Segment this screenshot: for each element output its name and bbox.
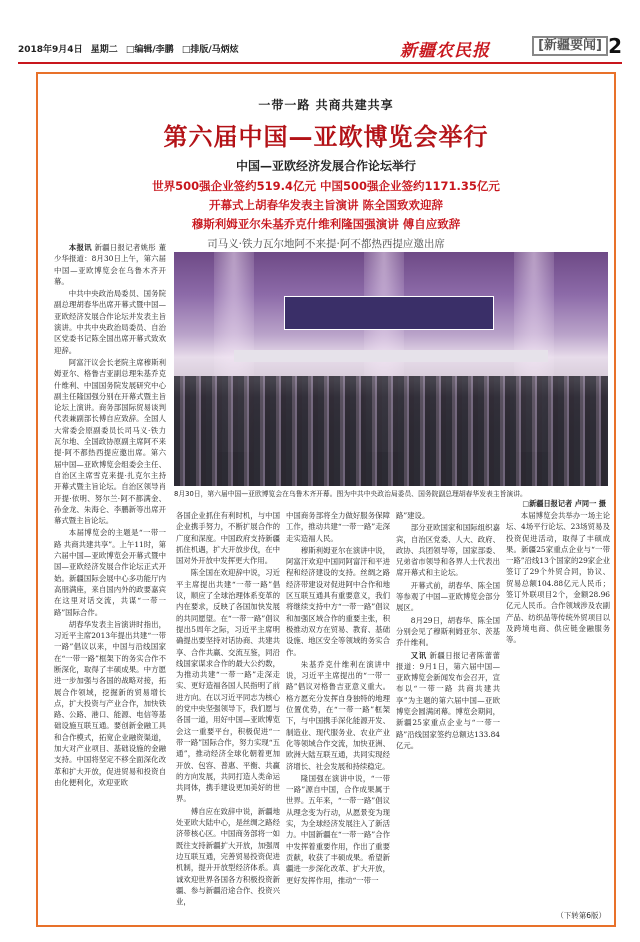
subheadline-opening: 开幕式上胡春华发表主旨演讲 陈全国致欢迎辞 (208, 198, 443, 212)
article-frame (36, 72, 616, 927)
dateline-lead: 本报讯 (68, 243, 92, 252)
paragraph: 阿富汗议会长老院主席穆斯利姆亚尔、格鲁吉亚副总理朱基乔克什维利、中国国务院发展研究中心副主任隆国强分别在开幕式暨主旨论坛上演讲。商务部国际贸易谈判代表兼副部长傅自应致辞。全国人大常委会原副委员长司马义·铁力瓦尔地、全国政协原副主席阿不来提·阿不都热西提应邀出席。第六届中国—亚欧博览会组委会主任、自治区主席雪克来提·扎克尔主持开幕式暨主旨论坛。自治区领导肖开提·依明、努尔兰·阿不都满金、孙金龙、朱海仑、李鹏新等出席开幕式暨主旨论坛。 (54, 357, 166, 526)
paragraph: 8月29日，胡春华、陈全国分别会见了穆斯利姆亚尔、茨基乔什维利。 (396, 615, 500, 648)
article-column-2 (176, 510, 280, 920)
paragraph: 朱基乔克什维利在演讲中说，习近平主席提出的“一带一路”倡议对格鲁吉亚意义重大。格方愿充分发挥自身独特的地理位置优势，在“一带一路”框架下，与中国携手深化能源开发、制造业、现代服务业、农业产业化等领域合作交流，加快亚洲、欧洲大陆互联互通，共同实现经济增长、社会发展和持续稳定。 (286, 659, 390, 771)
continued-notice: （下转第6版） (556, 911, 606, 920)
paragraph: 傅自应在致辞中说，新疆地处亚欧大陆中心，是丝绸之路经济带核心区。中国商务部将一如既往支持新疆扩大开放，加强周边互联互通，完善贸易投资促进机制，提升开放型经济体系。真诚欢迎世界各国各方积极投资新疆、参与新疆沿途合作、投资兴业， (176, 806, 280, 907)
article-column-4 (396, 510, 500, 920)
issue-weekday: 星期二 (90, 45, 118, 55)
audience (174, 376, 608, 486)
photo-caption: 8月30日，第六届中国—亚欧博览会在乌鲁木齐开幕。图为中共中央政治局委员、国务院副总理胡春华发表主旨演讲。 (174, 490, 527, 498)
paragraph: 胡春华发表主旨演讲时指出，习近平主席2013年提出共建“一带一路”倡议以来，中国与沿线国家在“一带一路”框架下的务实合作不断深化，取得了丰硕成果。中方愿进一步加强与各国的战略对接，拓展合作领域，挖掘新的贸易增长点，扩大投资与产业合作，加快铁路、公路、港口、能源、电信等基础设施互联互通。要创新金融工具和合作模式，拓宽企业融资渠道，加大对产业项目、基础设施的金融支持。中国将坚定不移全面深化改革和扩大开放，促进贸易和投资自由化便利化，欢迎亚欧 (54, 619, 166, 787)
dateline-lead: 又讯 (410, 650, 427, 660)
paragraph: 穆斯利姆亚尔在演讲中说，阿富汗欢迎中国同阿富汗和平进程和经济建设的支持。丝绸之路经济带建设对促进阿中合作和地区互联互通具有重要意义，我们将继续支持中方“一带一路”倡议和加强区域合作的重要主张，积极推动双方在贸易、教育、基础设施、地区安全等领域的务实合作。 (286, 545, 390, 657)
article-column-1 (54, 242, 166, 912)
page-number: 2 (608, 34, 622, 58)
masthead (18, 34, 622, 60)
paragraph: 本届博览会共举办一场主论坛、4场平行论坛、23场贸易及投资促进活动，取得了丰硕成果。新疆25家重点企业与“一带一路”沿线13个国家的29家企业签订了29个外贸合同，协议、贸易总额104.88亿元人民币；签订外联项目2个，金额28.96亿元人民币。合作领域涉及农副产品、纺织品等传统外贸项目以及跨境电商、供应链金融服务等。 (506, 511, 610, 645)
subheadline-forum: 中国—亚欧经济发展合作论坛举行 (235, 159, 416, 173)
article-column-5 (506, 510, 610, 920)
issue-date: 2018年9月4日 (18, 45, 83, 55)
subheadline-signing: 世界500强企业签约519.4亿元 中国500强企业签约1171.35亿元 (152, 179, 500, 193)
paragraph: 陈全国在欢迎辞中说，习近平主席提出共建“一带一路”倡议，顺应了全球治理体系变革的内在要求，反映了各国加快发展的共同愿望。在“一带一路”倡议提出5周年之际，习近平主席明确提出要坚持对话协商、共建共享、合作共赢、交流互鉴，同沿线国家谋求合作的最大公约数，为推动共建“一带一路”走深走实、更好造福各国人民指明了前进方向。在以习近平同志为核心的党中央坚强领导下，我们愿与各国一道，用好中国—亚欧博览会这一重要平台，积极促进“一带一路”国际合作，努力实现“五通”，推动经济全球化朝着更加开放、包容、普惠、平衡、共赢的方向发展，共同打造人类命运共同体，携手建设更加美好的世界。 (176, 568, 280, 804)
kicker: 一带一路 共商共建共享 (258, 98, 394, 112)
section-label: [新疆要闻] (532, 36, 608, 56)
paragraph: 隆国强在演讲中说，“一带一路”源自中国，合作成果属于世界。五年来，“一带一路”倡议从理念变为行动，从愿景变为现实，为全球经济发展注入了新活力。中国新疆在“一带一路”合作中发挥着重要作用，作出了重要贡献，收获了丰硕成果。希望新疆进一步深化改革、扩大开放，更好发挥作用，推动“一带一 (286, 773, 390, 885)
headline-block (38, 96, 614, 251)
paragraph: 开幕式前，胡春华、陈全国等参观了中国—亚欧博览会部分展区。 (396, 580, 500, 613)
photo-credit: □新疆日报记者 卢同一 摄 (522, 499, 606, 508)
subheadline-guests: 司马义·铁力瓦尔地阿不来提·阿不都热西提应邀出席 (207, 238, 445, 250)
opening-ceremony-photo (174, 252, 608, 486)
newspaper-logo: 新疆农民报 (400, 41, 490, 61)
masthead-meta (18, 42, 244, 55)
masthead-rule (18, 62, 622, 64)
main-headline: 第六届中国—亚欧博览会举行 (163, 122, 489, 151)
paragraph: 新疆日报记者姚彤 董少华报道：8月30日上午，第六届中国—亚欧博览会在乌鲁木齐开幕。 (54, 243, 166, 286)
article-column-3 (286, 510, 390, 920)
layout-credit: □排版/马炳炫 (181, 45, 239, 55)
stage (234, 350, 548, 362)
paragraph: 中共中央政治局委员、国务院副总理胡春华出席开幕式暨中国—亚欧经济发展合作论坛并发表主旨演讲。中共中央政治局委员、自治区党委书记陈全国出席开幕式致欢迎辞。 (54, 289, 166, 355)
paragraph: 本届博览会的主题是“一带一路 共商共建共享”。上午11时，第六届中国—亚欧博览会开幕式暨中国—亚欧经济发展合作论坛正式开始。新疆国际会展中心多功能厅内高朋满座，来自国内外的政要嘉宾在这里对话交流，共谋“一带一路”国际合作。 (54, 528, 166, 617)
paragraph: 路”建设。 (396, 511, 430, 520)
paragraph: 部分亚欧国家和国际组织嘉宾，自治区党委、人大、政府、政协、兵团领导等，国家部委、兄弟省市领导和各界人士代表出席开幕式和主论坛。 (396, 523, 500, 578)
paragraph: 各国企业抓住有利时机，与中国企业携手努力，不断扩展合作的广度和深度。中国政府支持新疆抓住机遇，扩大开放步伐，在中国对外开放中发挥更大作用。 (176, 511, 280, 566)
subheadline-speakers: 穆斯利姆亚尔朱基乔克什维利隆国强演讲 傅自应致辞 (191, 217, 461, 231)
editor-credit: □编辑/李鹏 (125, 45, 174, 55)
stage-screen (284, 296, 494, 330)
paragraph: 中国商务部将全力做好服务保障工作，推动共建“一带一路”走深走实造福人民。 (286, 511, 390, 543)
paragraph: 新疆日报记者陈蕾蕾报道：9月1日，第六届中国—亚欧博览会新闻发布会召开，宣布以“一带一路 共商共建共享”为主题的第六届中国—亚欧博览会圆满闭幕。博览会期间，新疆25家重点企业与“一带一路”沿线国家签约总额达133.84亿元。 (396, 650, 500, 750)
